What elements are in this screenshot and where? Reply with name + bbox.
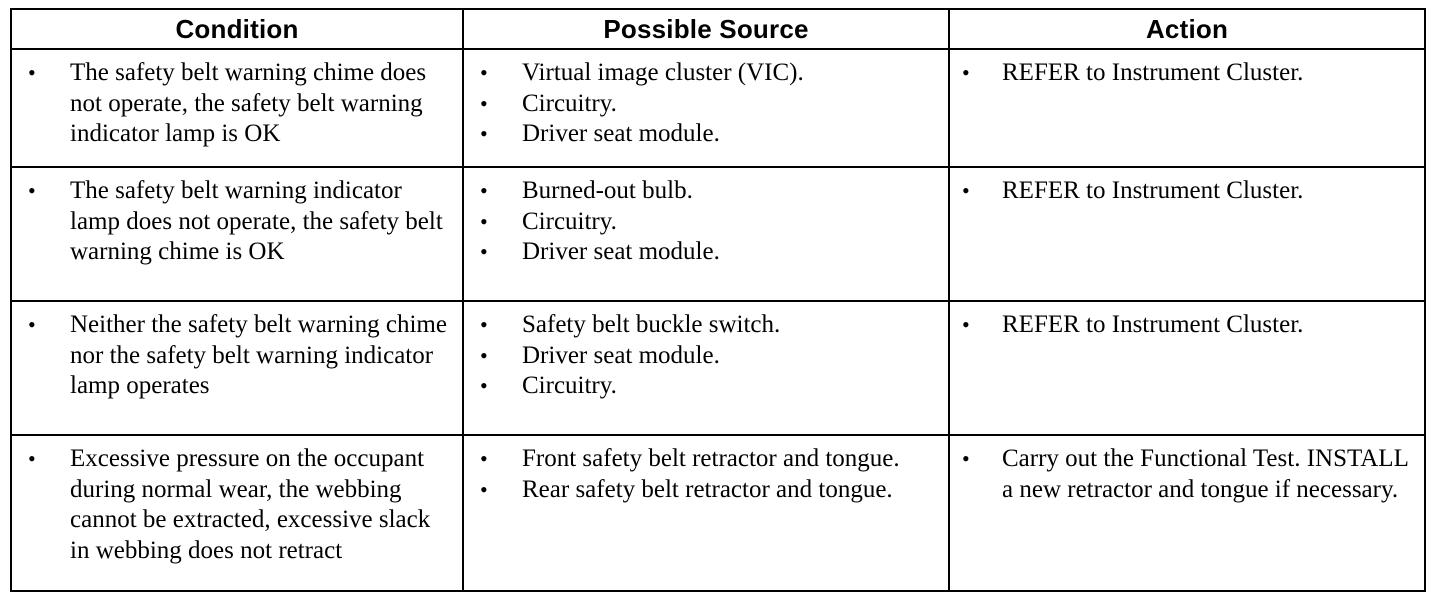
condition-text: The safety belt warning indicator lamp does not operate, the safety belt warning chime is OK xyxy=(70,177,443,265)
bullet-icon: • xyxy=(480,90,488,116)
condition-cell xyxy=(11,167,463,301)
action-cell xyxy=(949,435,1425,591)
list-item xyxy=(464,89,948,120)
action-cell xyxy=(949,49,1425,167)
table-row xyxy=(11,167,1425,301)
list-item xyxy=(12,310,462,402)
list-item xyxy=(464,207,948,238)
header-action: Action xyxy=(949,9,1425,49)
list-item xyxy=(464,58,948,89)
bullet-icon: • xyxy=(962,312,970,337)
bullet-icon: • xyxy=(962,178,970,203)
header-condition: Condition xyxy=(11,9,463,49)
diagnosis-table-container xyxy=(10,8,1426,592)
condition-text: Excessive pressure on the occupant during normal wear, the webbing cannot be extracted, excessive slack in webbing does not retract xyxy=(70,445,431,564)
list-item xyxy=(464,310,948,341)
list-item xyxy=(12,58,462,150)
bullet-icon: • xyxy=(480,178,488,203)
action-text: REFER to Instrument Cluster. xyxy=(1002,311,1304,338)
table-row xyxy=(11,435,1425,591)
action-text: Carry out the Functional Test. INSTALL a new retractor and tongue if necessary. xyxy=(1002,445,1408,503)
condition-cell xyxy=(11,49,463,167)
list-item xyxy=(950,444,1424,505)
action-cell xyxy=(949,167,1425,301)
bullet-icon: • xyxy=(480,239,488,264)
condition-cell xyxy=(11,301,463,435)
source-text: Rear safety belt retractor and tongue. xyxy=(522,475,893,503)
bullet-icon: • xyxy=(480,60,488,85)
bullet-icon: • xyxy=(962,60,970,85)
list-item xyxy=(464,119,948,150)
bullet-icon: • xyxy=(480,446,488,471)
source-cell xyxy=(463,49,949,167)
bullet-icon: • xyxy=(480,208,488,234)
source-text: Burned-out bulb. xyxy=(522,177,693,204)
source-text: Safety belt buckle switch. xyxy=(522,311,781,338)
header-possible-source: Possible Source xyxy=(463,9,949,49)
source-text: Circuitry. xyxy=(522,372,617,399)
list-item xyxy=(950,58,1424,89)
source-text: Circuitry. xyxy=(522,89,617,117)
condition-text: Neither the safety belt warning chime nor the safety belt warning indicator lamp operates xyxy=(70,311,447,399)
list-item xyxy=(12,176,462,268)
list-item xyxy=(950,176,1424,207)
action-cell xyxy=(949,301,1425,435)
list-item xyxy=(464,475,948,506)
source-text: Virtual image cluster (VIC). xyxy=(522,59,804,86)
source-cell xyxy=(463,301,949,435)
action-text: REFER to Instrument Cluster. xyxy=(1002,177,1304,204)
list-item xyxy=(464,341,948,372)
list-item xyxy=(464,176,948,207)
source-cell xyxy=(463,435,949,591)
bullet-icon: • xyxy=(480,342,488,368)
bullet-icon: • xyxy=(28,446,36,471)
source-text: Circuitry. xyxy=(522,207,617,235)
list-item xyxy=(464,444,948,475)
bullet-icon: • xyxy=(480,476,488,502)
bullet-icon: • xyxy=(480,373,488,398)
source-text: Driver seat module. xyxy=(522,120,720,147)
action-text: REFER to Instrument Cluster. xyxy=(1002,59,1304,86)
bullet-icon: • xyxy=(480,312,488,337)
source-text: Driver seat module. xyxy=(522,238,720,265)
list-item xyxy=(464,237,948,268)
source-text: Front safety belt retractor and tongue. xyxy=(522,445,900,472)
list-item xyxy=(12,444,462,566)
symptom-diagnosis-table xyxy=(10,8,1426,592)
bullet-icon: • xyxy=(28,60,36,85)
list-item xyxy=(464,371,948,402)
condition-text: The safety belt warning chime does not operate, the safety belt warning indicator lamp is OK xyxy=(70,59,427,147)
table-row xyxy=(11,49,1425,167)
bullet-icon: • xyxy=(962,446,970,471)
list-item xyxy=(950,310,1424,341)
source-text: Driver seat module. xyxy=(522,341,720,369)
bullet-icon: • xyxy=(28,312,36,337)
condition-cell xyxy=(11,435,463,591)
bullet-icon: • xyxy=(28,178,36,203)
bullet-icon: • xyxy=(480,121,488,146)
table-row xyxy=(11,301,1425,435)
source-cell xyxy=(463,167,949,301)
table-header-row xyxy=(11,9,1425,49)
